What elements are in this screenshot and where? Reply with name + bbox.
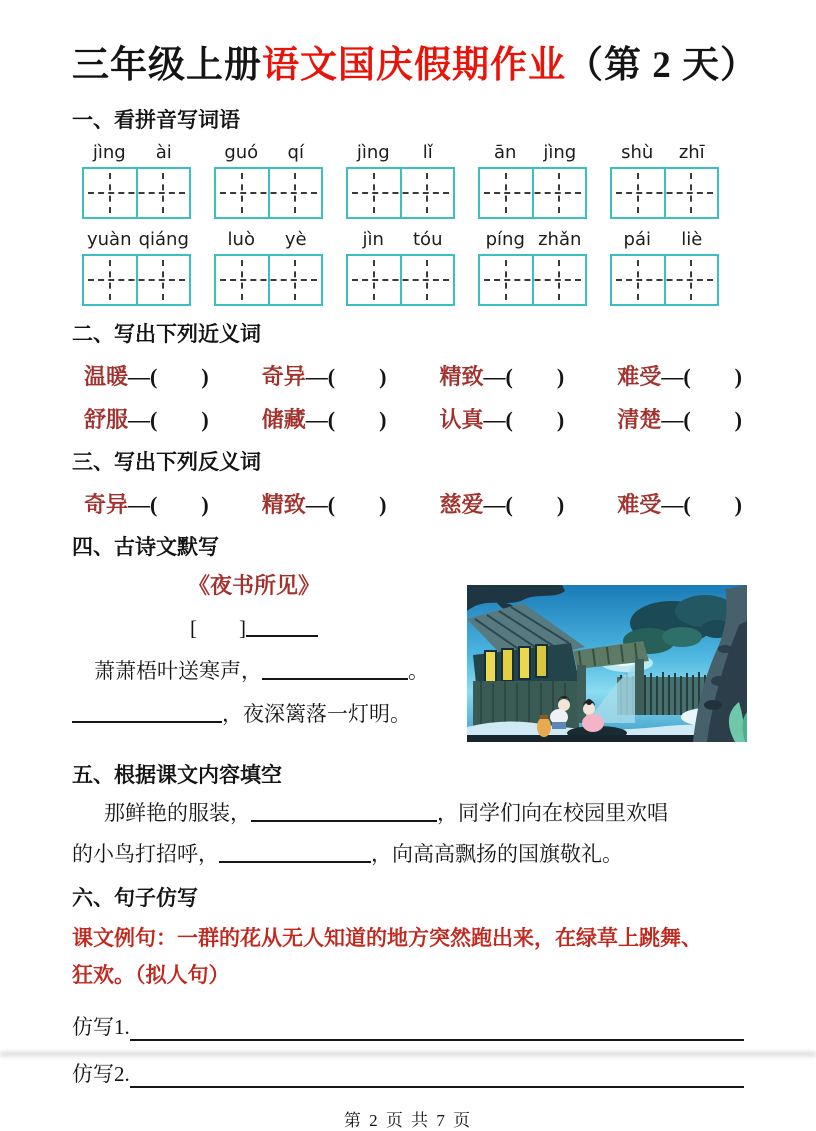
synonym-item[interactable]: 温暖—( ) (84, 364, 209, 389)
pinyin-label: guó qí (224, 142, 304, 163)
fill-line-1: 那鲜艳的服装， ，同学们向在校园里欢唱 (104, 801, 668, 825)
writing-grid[interactable] (346, 254, 455, 306)
fill-in-paragraph (72, 797, 744, 870)
answer-blank[interactable] (262, 662, 408, 680)
synonym-item[interactable]: 精致—( ) (439, 364, 565, 389)
synonym-item[interactable]: 储藏—( ) (261, 407, 387, 432)
section6-heading: 六、句子仿写 (72, 886, 198, 911)
synonym-item[interactable]: 奇异—( ) (261, 364, 387, 389)
section4-heading: 四、古诗文默写 (72, 535, 219, 559)
pinyin-label: jìng ài (92, 142, 172, 163)
title-day: （第 2 天） (566, 45, 758, 86)
poem-section (72, 569, 744, 747)
example-line-2: 狂欢。（拟人句） (72, 962, 230, 987)
writing-grid[interactable] (214, 167, 323, 219)
pinyin-group (214, 229, 323, 306)
example-sentence (72, 920, 744, 994)
answer-blank[interactable] (130, 1019, 744, 1041)
pinyin-group (478, 142, 587, 219)
imitation-line-1 (72, 1011, 744, 1041)
fill-line-2: 的小鸟打招呼， ，向高高飘扬的国旗敬礼。 (72, 841, 623, 866)
answer-blank[interactable] (246, 619, 318, 637)
pinyin-group (346, 229, 455, 306)
imitation-line-2 (72, 1058, 744, 1088)
writing-grid[interactable] (82, 254, 191, 306)
antonym-item[interactable]: 慈爱—( ) (439, 492, 565, 517)
pinyin-label: shù zhī (621, 142, 705, 163)
antonym-row (84, 488, 742, 519)
synonym-item[interactable]: 清楚—( ) (617, 407, 742, 432)
pinyin-group (82, 142, 191, 219)
pinyin-group (610, 142, 719, 219)
section2-heading: 二、写出下列近义词 (72, 322, 261, 346)
section3-heading: 三、写出下列反义词 (72, 450, 261, 474)
writing-grid[interactable] (610, 254, 719, 306)
poem-title: 《夜书所见》 (188, 573, 321, 598)
writing-grid[interactable] (478, 167, 587, 219)
writing-grid[interactable] (82, 167, 191, 219)
pinyin-label: píng zhǎn (485, 229, 582, 250)
synonym-row-1 (84, 360, 742, 391)
pinyin-grid-row-2 (82, 229, 744, 306)
writing-grid[interactable] (478, 254, 587, 306)
pinyin-group (82, 229, 191, 306)
pinyin-label: jìng lǐ (356, 142, 433, 163)
page-number: 第 2 页 共 7 页 (343, 1110, 473, 1130)
writing-grid[interactable] (214, 254, 323, 306)
title-grade: 三年级上册 (72, 45, 262, 86)
imitation-label-1: 仿写1. (72, 1014, 130, 1039)
answer-blank[interactable] (130, 1066, 744, 1088)
writing-grid[interactable] (610, 167, 719, 219)
poem-author-line: [ ] (190, 612, 744, 642)
page-title (72, 34, 758, 88)
antonym-item[interactable]: 奇异—( ) (84, 492, 209, 517)
pinyin-group (478, 229, 587, 306)
poem-line-2: ，夜深篱落一灯明。 (72, 698, 744, 728)
answer-blank[interactable] (219, 845, 371, 863)
pinyin-label: luò yè (227, 229, 307, 250)
example-line-1: 课文例句：一群的花从无人知道的地方突然跑出来，在绿草上跳舞、 (72, 926, 702, 951)
pinyin-label: yuàn qiáng (87, 229, 189, 250)
poem-illustration (467, 585, 747, 742)
pinyin-grid-row-1 (82, 142, 744, 219)
antonym-item[interactable]: 精致—( ) (261, 492, 387, 517)
pinyin-label: ān jìng (494, 142, 577, 163)
pinyin-group (610, 229, 719, 306)
pinyin-label: pái liè (623, 229, 703, 250)
section5-heading: 五、根据课文内容填空 (72, 763, 282, 787)
writing-grid[interactable] (346, 167, 455, 219)
title-subject: 语文国庆假期作业 (262, 45, 566, 86)
poem-line-1: 萧萧梧叶送寒声， 。 (94, 659, 429, 683)
pinyin-group (346, 142, 455, 219)
pinyin-label: jìn tóu (362, 229, 443, 250)
imitation-label-2: 仿写2. (72, 1061, 130, 1086)
answer-blank[interactable] (251, 804, 437, 822)
answer-blank[interactable] (72, 705, 222, 723)
page-cutoff-artifact (0, 1052, 816, 1056)
synonym-row-2 (84, 403, 742, 434)
synonym-item[interactable]: 认真—( ) (439, 407, 565, 432)
antonym-item[interactable]: 难受—( ) (617, 492, 742, 517)
section1-heading: 一、看拼音写词语 (72, 108, 240, 132)
pinyin-group (214, 142, 323, 219)
synonym-item[interactable]: 难受—( ) (617, 364, 742, 389)
synonym-item[interactable]: 舒服—( ) (84, 407, 209, 432)
